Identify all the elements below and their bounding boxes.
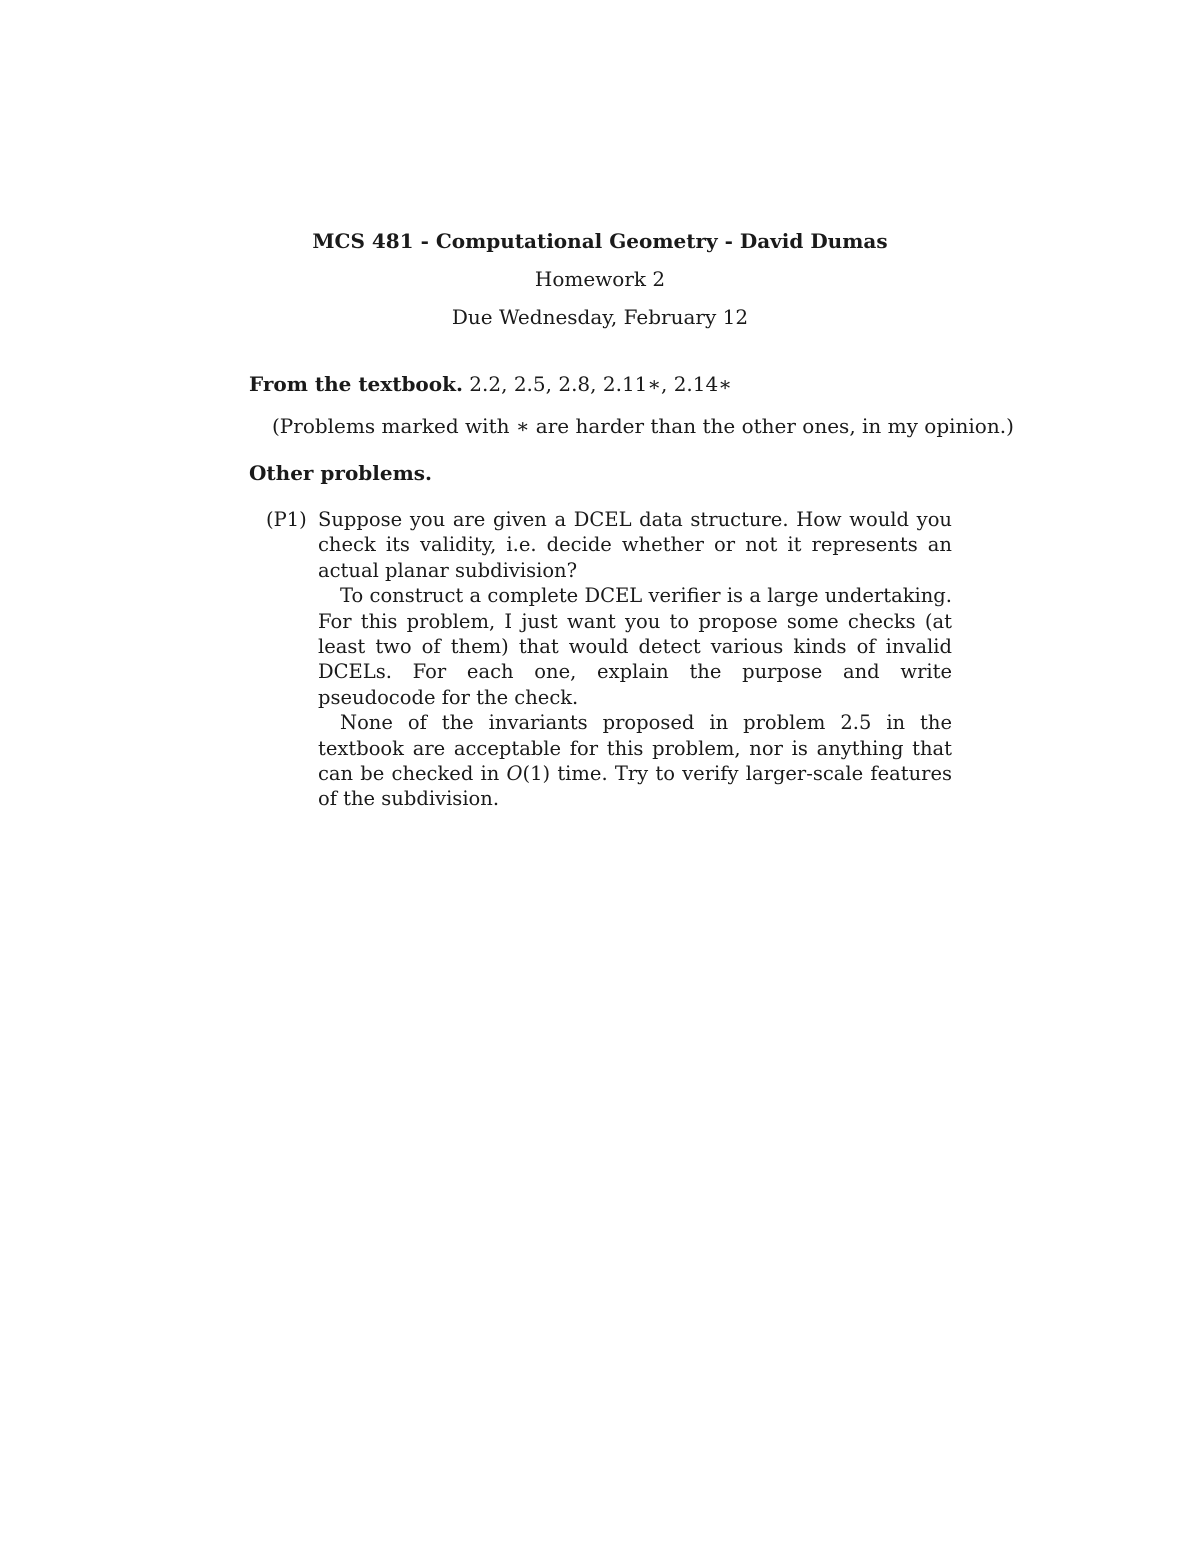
textbook-problem-list: 2.2, 2.5, 2.8, 2.11∗, 2.14∗	[469, 372, 732, 396]
due-date: Due Wednesday, February 12	[451, 305, 749, 329]
textbook-problems-line	[249, 372, 732, 396]
big-o-symbol: O	[506, 762, 523, 786]
page-title: MCS 481 - Computational Geometry - David Dumas	[312, 229, 888, 253]
other-problems-heading: Other problems.	[249, 461, 432, 485]
problem-paragraph-2: To construct a complete DCEL verifier is a large undertaking. For this problem, I just want you to propose some checks (at least two of them) that would detect various kinds of invalid DCELs. For each one, explain the purpose and write pseudocode for the check.	[318, 584, 952, 709]
difficulty-note: (Problems marked with ∗ are harder than the other ones, in my opinion.)	[272, 414, 1014, 438]
textbook-label: From the textbook.	[249, 372, 463, 396]
paragraph-3-text-start: None of the invariants proposed in problem 2.5 in the textbook are acceptable for this problem, nor is anything that can be checked in	[318, 711, 952, 786]
problem-body	[318, 507, 952, 812]
problem-paragraph-1: Suppose you are given a DCEL data structure. How would you check its validity, i.e. decide whether or not it represents an actual planar subdivision?	[318, 508, 952, 582]
problem-label: (P1)	[266, 508, 307, 531]
page-subtitle: Homework 2	[534, 267, 666, 291]
problem-paragraph-3	[318, 710, 952, 812]
paragraph-3-text-end: (1) time. Try to verify larger-scale features of the subdivision.	[318, 762, 953, 811]
